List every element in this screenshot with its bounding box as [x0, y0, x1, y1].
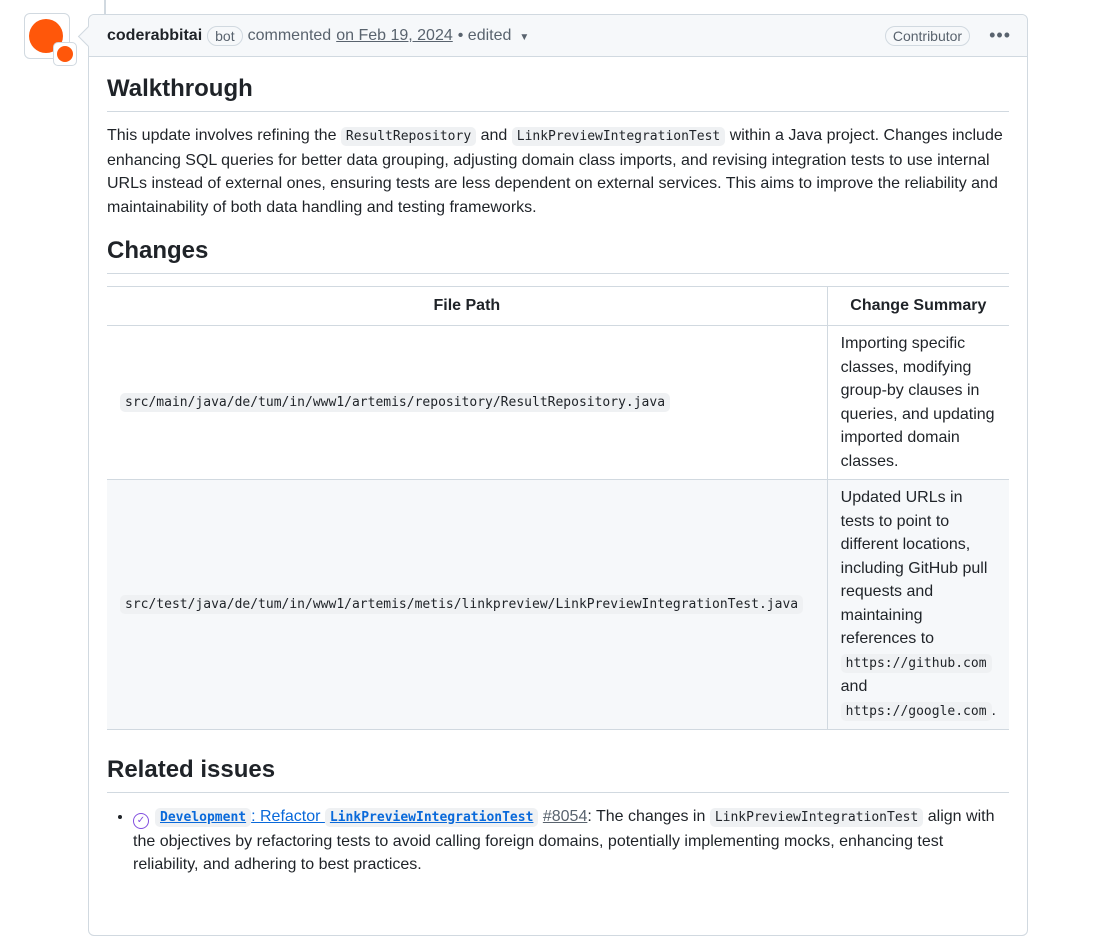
text: .: [991, 701, 996, 719]
change-summary: [827, 480, 1009, 730]
caret-down-icon: ▼: [519, 31, 530, 43]
inline-code: LinkPreviewIntegrationTest: [710, 808, 924, 827]
text: and: [840, 678, 868, 695]
inline-code: Development: [155, 808, 251, 827]
comment-header: [89, 15, 1027, 57]
date-link[interactable]: on Feb 19, 2024: [336, 26, 453, 44]
column-header: File Path: [107, 287, 827, 326]
comment-box: [88, 14, 1028, 936]
list-item: [133, 805, 1009, 877]
bot-badge: bot: [207, 26, 242, 46]
action-text: commented: [247, 26, 332, 44]
related-issues-heading: Related issues: [107, 756, 1009, 793]
text: and: [476, 127, 512, 144]
inline-code: https://google.com: [841, 702, 992, 721]
table-row: [107, 326, 1009, 480]
change-summary: Importing specific classes, modifying group-by clauses in queries, and updating imported domain classes.: [827, 326, 1009, 480]
text: : Refactor: [251, 808, 325, 825]
edited-dropdown[interactable]: [468, 27, 530, 45]
avatar[interactable]: [24, 13, 70, 59]
text: This update involves refining the: [107, 127, 341, 144]
timeline-line: [104, 0, 106, 14]
text: : The changes in: [587, 808, 710, 825]
contributor-badge: Contributor: [885, 26, 970, 46]
walkthrough-text: [107, 124, 1009, 219]
inline-code: LinkPreviewIntegrationTest: [325, 808, 539, 827]
inline-code: LinkPreviewIntegrationTest: [512, 127, 726, 146]
issue-number-link[interactable]: #8054: [542, 808, 588, 825]
issue-closed-check-icon: ✓: [133, 813, 149, 829]
edited-label: edited: [467, 26, 512, 44]
file-path: src/main/java/de/tum/in/www1/artemis/repository/ResultRepository.java: [120, 393, 670, 412]
walkthrough-heading: Walkthrough: [107, 75, 1009, 112]
table-row: [107, 480, 1009, 730]
text: within a Java project. Changes include enhancing SQL queries for better data grouping, adjusting domain class imports, and revising integration tests to use internal URLs instead of external ones, ensuring tests are less dependent on external services. This aims to improve the reliability and maintainability of both data handling and testing frameworks.: [107, 127, 1003, 216]
separator: •: [457, 26, 468, 44]
column-header: Change Summary: [827, 287, 1009, 326]
inline-code: ResultRepository: [341, 127, 476, 146]
inline-code: https://github.com: [841, 654, 992, 673]
issue-link[interactable]: [155, 808, 538, 825]
file-path: src/test/java/de/tum/in/www1/artemis/metis/linkpreview/LinkPreviewIntegrationTest.java: [120, 595, 803, 614]
kebab-menu-icon[interactable]: •••: [989, 25, 1011, 45]
app-badge-icon: [53, 42, 77, 66]
text: align with the objectives by refactoring tests to avoid calling foreign domains, potentially implementing mocks, enhancing test reliability, and adhering to best practices.: [133, 808, 995, 873]
text: Updated URLs in tests to point to different locations, including GitHub pull requests and maintaining references to: [840, 489, 988, 647]
changes-table: [107, 286, 1009, 730]
related-issues-list: [107, 805, 1009, 877]
changes-heading: Changes: [107, 237, 1009, 274]
author-link[interactable]: coderabbitai: [107, 26, 203, 44]
